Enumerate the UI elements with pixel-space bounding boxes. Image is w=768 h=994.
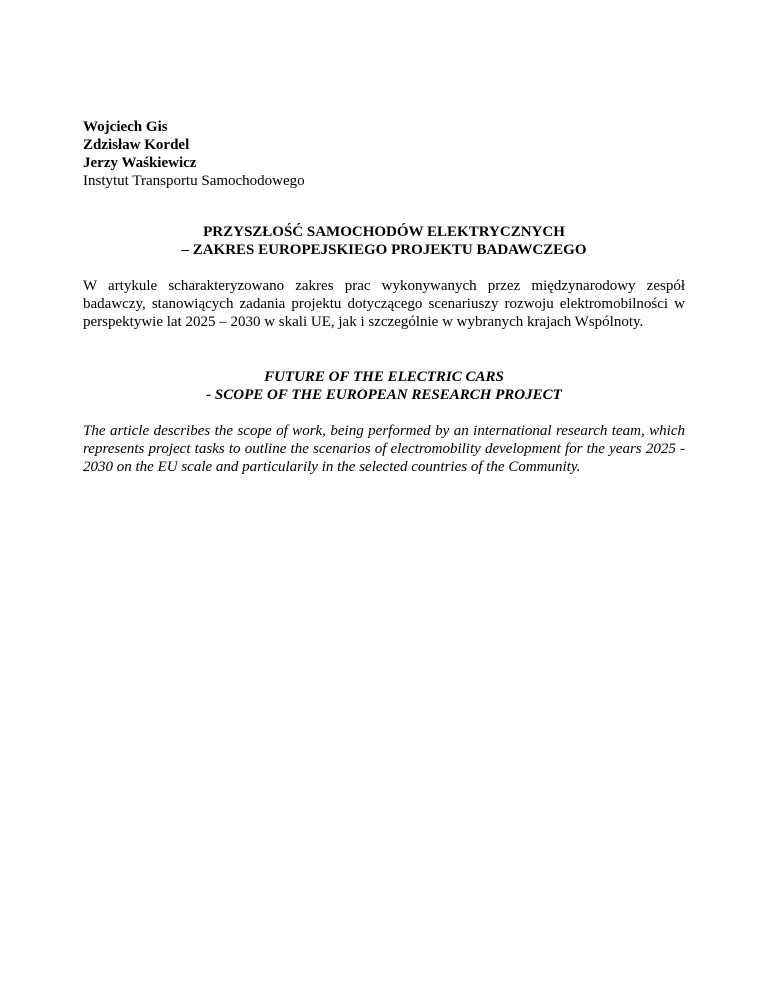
- title-polish-line: – ZAKRES EUROPEJSKIEGO PROJEKTU BADAWCZEGO: [181, 242, 587, 258]
- abstract-polish: W artykule scharakteryzowano zakres prac wykonywanych przez międzynarodowy zespół badawczy, stanowiących zadania projektu dotyczącego scenariuszy rozwoju elektromobilności w perspektywie lat 2025 – 2030 w skali UE, jak i szczególnie w wybranych krajach Wspólnoty.: [83, 278, 685, 330]
- author-name: Jerzy Waśkiewicz: [83, 155, 197, 171]
- institution: Instytut Transportu Samochodowego: [83, 173, 305, 189]
- title-english-line: FUTURE OF THE ELECTRIC CARS: [264, 369, 504, 385]
- author-name: Wojciech Gis: [83, 119, 168, 135]
- title-polish-line: PRZYSZŁOŚĆ SAMOCHODÓW ELEKTRYCZNYCH: [203, 224, 565, 240]
- abstract-english: The article describes the scope of work, being performed by an international research team, which represents project tasks to outline the scenarios of electromobility development for the years 2025 - 2030 on the EU scale and particularily in the selected countries of the Community.: [83, 423, 685, 475]
- title-polish: [83, 223, 685, 259]
- author-block: [83, 118, 685, 190]
- title-english-line: - SCOPE OF THE EUROPEAN RESEARCH PROJECT: [206, 387, 562, 403]
- document-page: [83, 118, 685, 476]
- author-name: Zdzisław Kordel: [83, 137, 190, 153]
- title-english: [83, 368, 685, 404]
